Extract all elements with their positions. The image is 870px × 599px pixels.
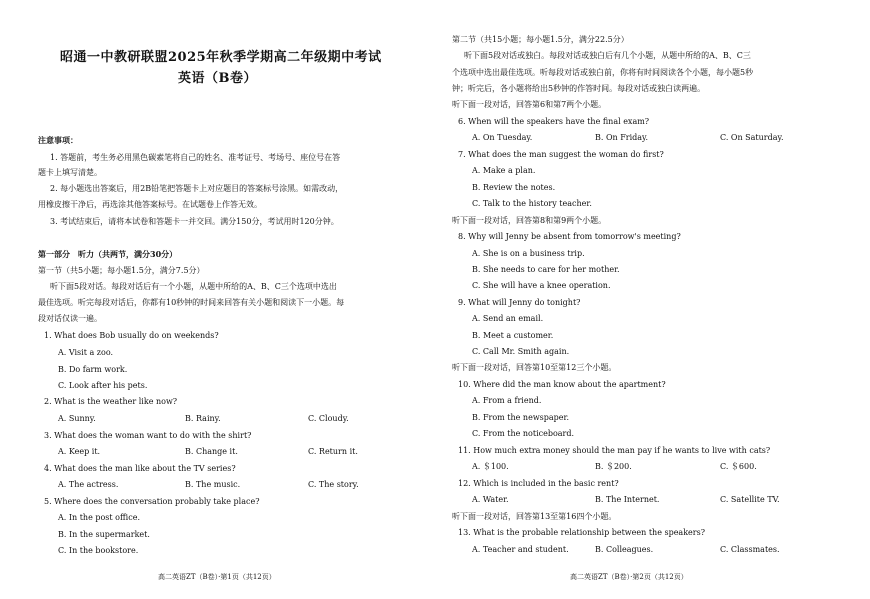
q4-option-c: C. The story. bbox=[308, 480, 359, 489]
question-6: 6. When will the speakers have the final exam? bbox=[458, 117, 650, 126]
q4-option-b: B. The music. bbox=[185, 480, 241, 489]
exam-title: 昭通一中教研联盟2025年秋季学期高二年级期中考试 bbox=[60, 50, 382, 65]
section2-intro: 个选项中选出最佳选项。听每段对话或独白前，你将有时间阅读各个小题，每小题5秒 bbox=[452, 68, 754, 77]
question-1: 1. What does Bob usually do on weekends? bbox=[44, 331, 219, 340]
q10-option-a: A. From a friend. bbox=[472, 396, 542, 405]
notice-title: 注意事项： bbox=[38, 135, 78, 145]
q6-option-a: A. On Tuesday. bbox=[472, 133, 533, 142]
q8-option-b: B. She needs to care for her mother. bbox=[472, 265, 620, 274]
q9-option-b: B. Meet a customer. bbox=[472, 331, 554, 340]
q13-option-c: C. Classmates. bbox=[720, 545, 780, 554]
q2-option-b: B. Rainy. bbox=[185, 414, 221, 423]
question-4: 4. What does the man like about the TV series? bbox=[44, 464, 236, 473]
q6-option-b: B. On Friday. bbox=[595, 133, 649, 142]
notice-line: 题卡上填写清楚。 bbox=[38, 168, 102, 177]
q1-option-b: B. Do farm work. bbox=[58, 365, 128, 374]
q11-option-a: A. ＄100. bbox=[472, 462, 509, 471]
question-11: 11. How much extra money should the man pay if he wants to live with cats? bbox=[458, 446, 771, 455]
dialog-instruction: 听下面一段对话，回答第10至第12三个小题。 bbox=[452, 363, 617, 372]
page-1 bbox=[38, 0, 458, 599]
q11-option-b: B. ＄200. bbox=[595, 462, 632, 471]
notice-line: 1. 答题前，考生务必用黑色碳素笔将自己的姓名、准考证号、考场号、座位号在答 bbox=[50, 153, 341, 162]
question-8: 8. Why will Jenny be absent from tomorrow's meeting? bbox=[458, 232, 681, 241]
page-footer: 高二英语ZT（B卷）·第1页（共12页） bbox=[158, 573, 276, 581]
q3-option-b: B. Change it. bbox=[185, 447, 238, 456]
question-7: 7. What does the man suggest the woman do first? bbox=[458, 150, 664, 159]
page-2 bbox=[452, 0, 870, 599]
q7-option-a: A. Make a plan. bbox=[472, 166, 536, 175]
q3-option-a: A. Keep it. bbox=[58, 447, 101, 456]
exam-subtitle: 英语（B卷） bbox=[178, 71, 257, 86]
q10-option-c: C. From the noticeboard. bbox=[472, 429, 575, 438]
q7-option-b: B. Review the notes. bbox=[472, 183, 556, 192]
dialog-instruction: 听下面一段对话，回答第6和第7两个小题。 bbox=[452, 100, 607, 109]
question-12: 12. Which is included in the basic rent? bbox=[458, 479, 619, 488]
section2-intro: 钟；听完后，各小题将给出5秒钟的作答时间。每段对话或独白读两遍。 bbox=[452, 84, 706, 93]
notice-line: 3. 考试结束后，请将本试卷和答题卡一并交回。满分150分，考试用时120分钟。 bbox=[50, 217, 339, 226]
q10-option-b: B. From the newspaper. bbox=[472, 413, 570, 422]
q5-option-c: C. In the bookstore. bbox=[58, 546, 139, 555]
question-3: 3. What does the woman want to do with the shirt? bbox=[44, 431, 252, 440]
q5-option-a: A. In the post office. bbox=[58, 513, 140, 522]
question-13: 13. What is the probable relationship between the speakers? bbox=[458, 528, 705, 537]
question-10: 10. Where did the man know about the apartment? bbox=[458, 380, 666, 389]
question-2: 2. What is the weather like now? bbox=[44, 397, 178, 406]
q1-option-c: C. Look after his pets. bbox=[58, 381, 148, 390]
part1-title: 第一部分 听力（共两节，满分30分） bbox=[38, 249, 178, 259]
q9-option-a: A. Send an email. bbox=[472, 314, 544, 323]
question-5: 5. Where does the conversation probably take place? bbox=[44, 497, 260, 506]
section1-title: 第一节（共5小题；每小题1.5分，满分7.5分） bbox=[38, 266, 205, 275]
page-footer: 高二英语ZT（B卷）·第2页（共12页） bbox=[570, 573, 688, 581]
section1-intro: 听下面5段对话。每段对话后有一个小题，从题中所给的A、B、C三个选项中选出 bbox=[50, 282, 337, 291]
q8-option-c: C. She will have a knee operation. bbox=[472, 281, 611, 290]
q12-option-a: A. Water. bbox=[472, 495, 509, 504]
q12-option-b: B. The Internet. bbox=[595, 495, 660, 504]
dialog-instruction: 听下面一段对话，回答第13至第16四个小题。 bbox=[452, 512, 617, 521]
section1-intro: 最佳选项。听完每段对话后，你都有10秒钟的时间来回答有关小题和阅读下一小题。每 bbox=[38, 298, 345, 307]
q9-option-c: C. Call Mr. Smith again. bbox=[472, 347, 570, 356]
q8-option-a: A. She is on a business trip. bbox=[472, 249, 585, 258]
q13-option-b: B. Colleagues. bbox=[595, 545, 654, 554]
q3-option-c: C. Return it. bbox=[308, 447, 358, 456]
q12-option-c: C. Satellite TV. bbox=[720, 495, 780, 504]
notice-line: 2. 每小题选出答案后，用2B铅笔把答题卡上对应题目的答案标号涂黑。如需改动， bbox=[50, 184, 344, 193]
dialog-instruction: 听下面一段对话，回答第8和第9两个小题。 bbox=[452, 216, 607, 225]
notice-line: 用橡皮擦干净后，再选涂其他答案标号。在试题卷上作答无效。 bbox=[38, 200, 262, 209]
q5-option-b: B. In the supermarket. bbox=[58, 530, 150, 539]
q4-option-a: A. The actress. bbox=[58, 480, 119, 489]
section1-intro: 段对话仅读一遍。 bbox=[38, 314, 102, 323]
q6-option-c: C. On Saturday. bbox=[720, 133, 784, 142]
section2-intro: 听下面5段对话或独白。每段对话或独白后有几个小题，从题中所给的A、B、C三 bbox=[464, 51, 751, 60]
q1-option-a: A. Visit a zoo. bbox=[58, 348, 114, 357]
q7-option-c: C. Talk to the history teacher. bbox=[472, 199, 592, 208]
q11-option-c: C. ＄600. bbox=[720, 462, 757, 471]
q2-option-a: A. Sunny. bbox=[58, 414, 96, 423]
question-9: 9. What will Jenny do tonight? bbox=[458, 298, 581, 307]
q2-option-c: C. Cloudy. bbox=[308, 414, 349, 423]
section2-title: 第二节（共15小题；每小题1.5分，满分22.5分） bbox=[452, 35, 629, 44]
q13-option-a: A. Teacher and student. bbox=[472, 545, 569, 554]
